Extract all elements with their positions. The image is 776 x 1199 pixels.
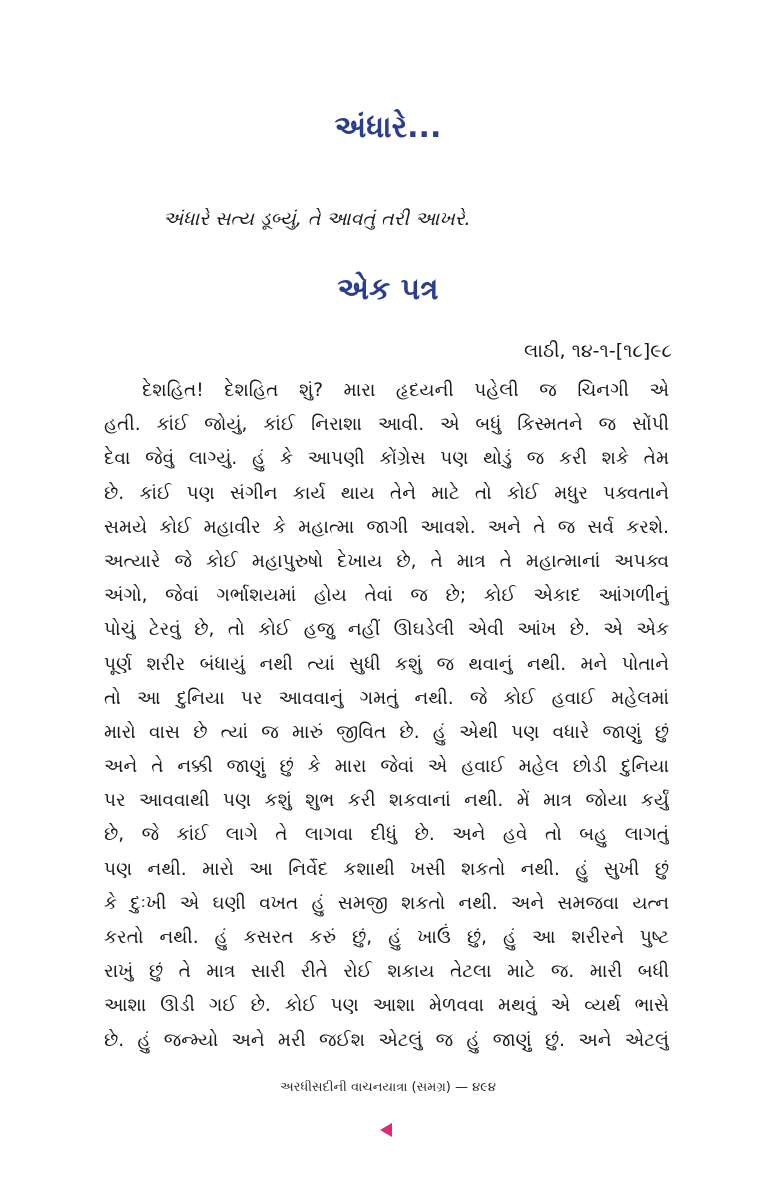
- letter-body: [104, 374, 669, 1058]
- body-line: તો આ દુનિયા પર આવવાનું ગમતું નથી. જે કોઈ હવાઈ મહેલમાં: [104, 687, 669, 709]
- body-line: અને તે નક્કી જાણું છું કે મારા જેવાં એ હવાઈ મહેલ છોડી દુનિયા: [104, 756, 669, 778]
- body-line: છે. હું જન્મ્યો અને મરી જઈશ એટલું જ હું જાણું છું. અને એટલું: [104, 1029, 669, 1051]
- section-subtitle: અંધારે સત્ય ડૂબ્યું, તે આવતું તરી આખરે.: [163, 208, 471, 230]
- body-line: અત્યારે જે કોઈ મહાપુરુષો દેખાય છે, તે માત્ર તે મહાત્માનાં અપક્વ: [104, 550, 669, 572]
- body-line: પર આવવાથી પણ કશું શુભ કરી શકવાનાં નથી. મેં માત્ર જોયા કર્યું: [104, 790, 669, 812]
- body-line: પૂર્ણ શરીર બંધાયું નથી ત્યાં સુધી કશું જ થવાનું નથી. મને પોતાને: [104, 653, 669, 675]
- body-line: પણ નથી. મારો આ નિર્વેદ કશાથી ખસી શકતો નથી. હું સુખી છું: [104, 858, 669, 880]
- body-line: અંગો, જેવાં ગર્ભાશયમાં હોય તેવાં જ છે; કોઈ એકાદ આંગળીનું: [104, 585, 669, 607]
- body-line: કરતો નથી. હું કસરત કરું છું, હું ખાઉં છું, હું આ શરીરને પુષ્ટ: [104, 927, 669, 948]
- body-line: છે. કાંઈ પણ સંગીન કાર્ય થાય તેને માટે તો કોઈ મધુર પક્વતાને: [104, 482, 669, 504]
- body-line: સમયે કોઈ મહાવીર કે મહાત્મા જાગી આવશે. અને તે જ સર્વ કરશે.: [104, 516, 669, 538]
- body-line: રાખું છું તે માત્ર સારી રીતે રોઈ શકાય તેટલા માટે જ. મારી બધી: [104, 961, 669, 983]
- page-footer: અરધીસદીની વાચનયાત્રા (સમગ્ર) — ૪૯૪: [280, 1080, 496, 1095]
- section-heading-ek-patra: એક પત્ર: [337, 272, 439, 307]
- section-heading-andhare: અંધારે...: [334, 110, 442, 145]
- body-line: પોચું ટેરવું છે, તો કોઈ હજુ નહીં ઊઘડેલી એવી આંખ છે. એ એક: [104, 619, 669, 641]
- body-line: હતી. કાંઈ જોયું, કાંઈ નિરાશા આવી. એ બધું કિસ્મતને જ સોંપી: [104, 414, 669, 436]
- body-line: મારો વાસ છે ત્યાં જ મારું જીવિત છે. હું એથી પણ વધારે જાણું છું: [104, 721, 669, 743]
- body-line: દેશહિત! દેશહિત શું? મારા હૃદયની પહેલી જ ચિનગી એ: [142, 380, 669, 401]
- body-line: કે દુઃખી એ ઘણી વખત હું સમજી શકતો નથી. અને સમજવા યત્ન: [104, 892, 669, 914]
- body-line: છે, જે કાંઈ લાગે તે લાગવા દીધું છે. અને હવે તો બહુ લાગતું: [104, 824, 669, 846]
- letter-date: લાઠી, ૧૪-૧-[૧૮]૯૮: [524, 340, 672, 362]
- body-line: દેવા જેવું લાગ્યું. હું કે આપણી કોંગ્રેસ પણ થોડું જ કરી શકે તેમ: [104, 448, 669, 470]
- previous-page-arrow-icon[interactable]: [380, 1123, 392, 1137]
- body-line: આશા ઊડી ગઈ છે. કોઈ પણ આશા મેળવવા મથવું એ વ્યર્થ ભાસે: [104, 995, 669, 1017]
